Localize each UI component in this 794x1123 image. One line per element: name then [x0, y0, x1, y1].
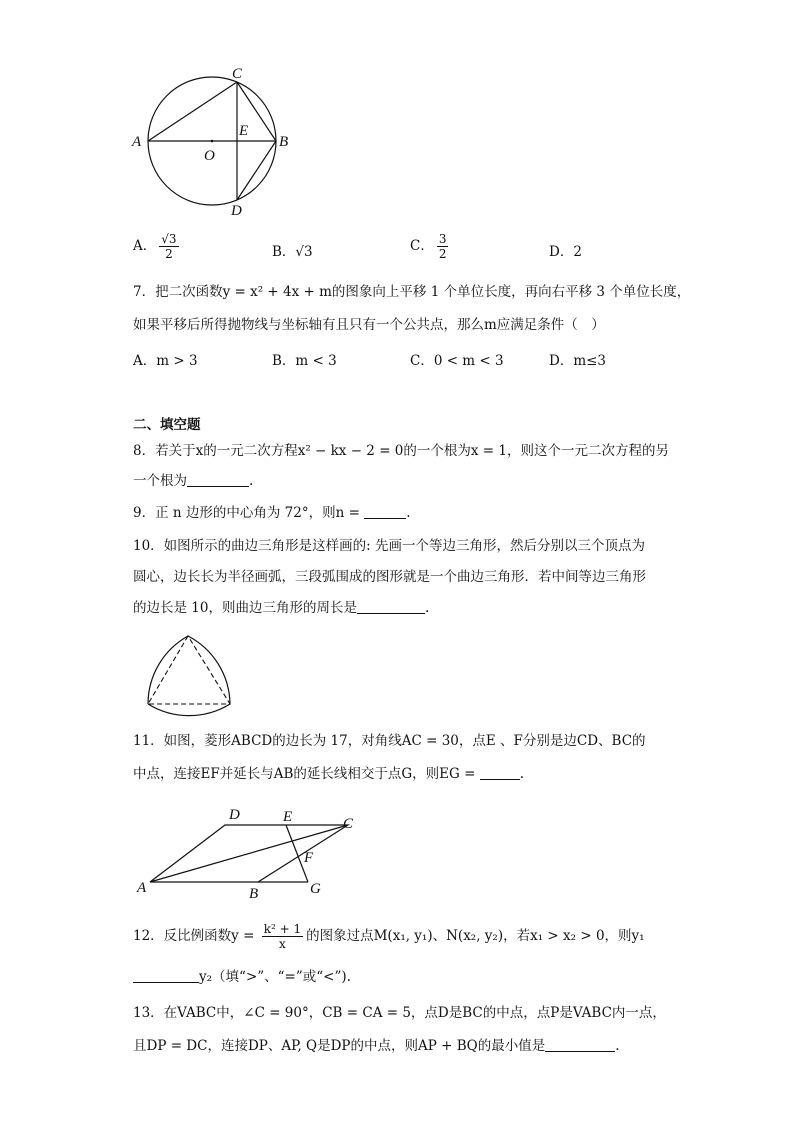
q8-answer-blank[interactable] [187, 472, 249, 487]
q10-end: . [424, 600, 430, 616]
curved-triangle-figure [140, 630, 240, 720]
label-f: F [304, 850, 314, 866]
option-a-prefix: A． [133, 238, 157, 254]
chord-bd [237, 141, 276, 200]
q8-line2 [133, 471, 253, 491]
label-a: A [137, 880, 147, 896]
q12-line2 [133, 967, 351, 987]
arc-bottom [148, 704, 230, 716]
q7-line2: 如果平移后所得抛物线与坐标轴有且只有一个公共点，那么m应满足条件（ ） [133, 317, 605, 333]
center-point [211, 140, 214, 143]
q11-line2-text: 中点，连接EF并延长与AB的延长线相交于点G，则EG = [133, 766, 480, 782]
fraction-c [437, 232, 449, 261]
q11-line2 [133, 764, 524, 784]
q8-end: . [249, 473, 254, 489]
dashed-equilateral-triangle [148, 636, 230, 704]
q11-end: . [519, 766, 525, 782]
q10-line3 [133, 598, 429, 618]
q11-line1: 11．如图，菱形ABCD的边长为 17，对角线AC = 30，点E 、F分别是边CD、BC的 [133, 733, 646, 749]
q10-line1: 10．如图所示的曲边三角形是这样画的: 先画一个等边三角形，然后分别以三个顶点为 [133, 538, 646, 554]
q11-answer-blank[interactable] [480, 765, 520, 780]
q10-line2: 圆心，边长长为半径画弧，三段弧围成的图形就是一个曲边三角形．若中间等边三角形 [133, 569, 646, 585]
q10-line3-text: 的边长是 10，则曲边三角形的周长是 [133, 600, 357, 616]
q6-option-b: B．√3 [272, 244, 313, 260]
section-title: 二、填空题 [133, 417, 201, 433]
q12-answer-blank[interactable] [133, 968, 199, 983]
q6-option-c [410, 232, 451, 261]
fraction-a-den: 2 [165, 247, 173, 261]
q12-fraction [262, 922, 303, 951]
q7-option-a: A．m > 3 [133, 353, 198, 369]
label-d: D [231, 203, 242, 219]
option-c-prefix: C． [410, 238, 434, 254]
label-e: E [283, 809, 293, 825]
q9-line [133, 503, 410, 523]
q7-option-c: C．0 < m < 3 [410, 353, 504, 369]
q12-prefix: 12．反比例函数y = [133, 928, 259, 944]
label-d: D [229, 807, 240, 823]
q12-fraction-den: x [279, 937, 286, 951]
q9-end: . [406, 505, 411, 521]
circle-figure [128, 62, 298, 222]
label-b: B [249, 886, 259, 902]
q13-line1: 13．在VABC中，∠C = 90°，CB = CA = 5，点D是BC的中点，点P是VABC内一点， [133, 1005, 666, 1021]
chord-ac [148, 82, 237, 141]
q13-end: . [615, 1038, 620, 1054]
diagonal-ac [150, 825, 348, 882]
label-c: C [343, 816, 354, 832]
q12-fraction-num: k² + 1 [263, 922, 302, 936]
q7-option-b: B．m < 3 [272, 353, 337, 369]
label-e: E [239, 123, 249, 139]
fraction-c-den: 2 [438, 247, 447, 261]
q9-answer-blank[interactable] [364, 504, 406, 519]
label-a: A [132, 134, 142, 150]
q9-text: 9．正 n 边形的中心角为 72°，则n = [133, 505, 365, 521]
q10-answer-blank[interactable] [357, 599, 425, 614]
label-b: B [279, 134, 289, 150]
label-g: G [310, 881, 321, 897]
q12-suffix: 的图象过点M(x₁, y₁)、N(x₂, y₂)，若x₁ > x₂ > 0，则y₁ [306, 928, 645, 944]
label-c: C [232, 66, 243, 82]
rhombus-figure [130, 800, 370, 905]
q12-line2-text: y₂（填“>”、“=”或“<”). [199, 969, 351, 985]
fraction-a [159, 232, 178, 261]
q13-line2 [133, 1036, 620, 1056]
q12-line1 [133, 920, 645, 952]
q6-option-d: D．2 [549, 244, 582, 260]
q7-line1: 7．把二次函数y = x² + 4x + m的图象向上平移 1 个单位长度，再向右平移 3 个单位长度， [133, 284, 691, 300]
label-o: O [204, 148, 215, 164]
q8-line1: 8．若关于x的一元二次方程x² − kx − 2 = 0的一个根为x = 1，则这个一元二次方程的另 [133, 443, 669, 459]
q13-answer-blank[interactable] [545, 1037, 615, 1052]
q6-option-a [133, 232, 182, 261]
q7-option-d: D．m≤3 [549, 353, 607, 369]
fraction-c-num: 3 [438, 232, 447, 246]
fraction-a-num: √3 [161, 232, 177, 246]
q8-line2-text: 一个根为 [133, 473, 187, 489]
q13-line2-text: 且DP = DC，连接DP、AP, Q是DP的中点，则AP + BQ的最小值是 [133, 1038, 546, 1054]
